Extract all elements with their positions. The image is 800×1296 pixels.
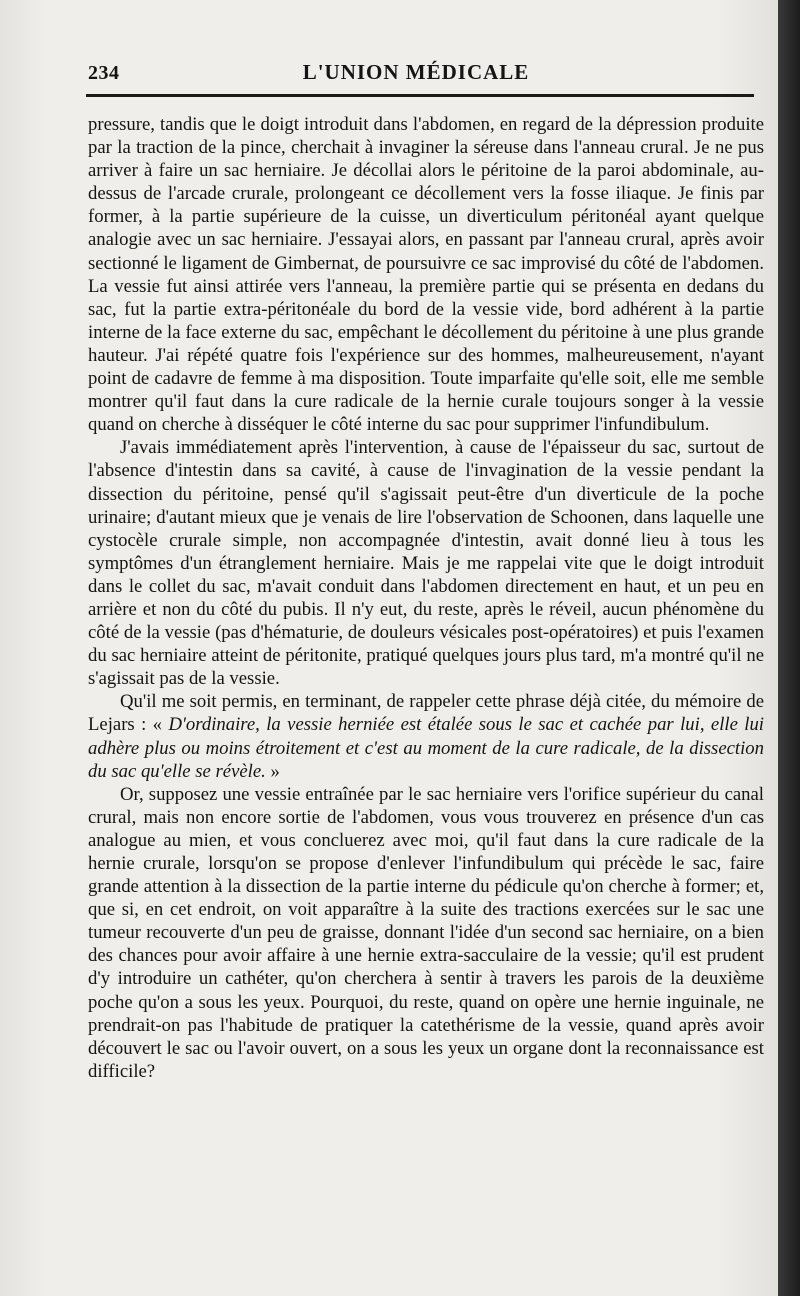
- quote-intro: Qu'il me soit permis, en terminant, de rappeler cette phrase déjà citée, du mémoire de Lejars : «: [88, 691, 764, 736]
- lejars-quote: D'ordinaire, la vessie herniée est étalée sous le sac et cachée par lui, elle lui adhère plus ou moins étroitement et c'est au moment de la cure radicale, de la dissection du sac qu'elle se révèle.: [88, 714, 764, 782]
- article-body: [88, 113, 764, 1083]
- paragraph-2: J'avais immédiatement après l'intervention, à cause de l'épaisseur du sac, surtout de l'absence d'intestin dans sa cavité, à cause de l'invagination de la vessie pendant la dissection du péritoine, pensé qu'il s'agissait peut-être d'un diverticule de la poche urinaire; d'autant mieux que je venais de lire l'observation de Schoonen, dans laquelle une cystocèle crurale simple, non accompagnée d'intestin, avait donné lieu à tous les symptômes d'un étranglement herniaire. Mais je me rappelai vite que le doigt introduit dans le collet du sac, m'avait conduit dans l'abdomen directement en haut, et un peu en arrière et non du côté du pubis. Il n'y eut, du reste, après le réveil, aucun phénomène du côté de la vessie (pas d'hématurie, de douleurs vésicales post-opératoires) et puis l'examen du sac herniaire atteint de péritonite, pratiqué quelques jours plus tard, m'a montré qu'il ne s'agissait pas de la vessie.: [88, 437, 764, 690]
- header-rule: [86, 94, 754, 97]
- paragraph-1: pressure, tandis que le doigt introduit dans l'abdomen, en regard de la dépression produite par la traction de la pince, cherchait à invaginer la séreuse dans l'anneau crural. Je ne pus arriver à faire un sac herniaire. Je décollai alors le péritoine de la paroi abdominale, au-dessus de l'arcade crurale, prolongeant ce décollement vers la fosse iliaque. Je finis par former, à la partie supérieure de la cuisse, un diverticulum péritonéal ayant quelque analogie avec un sac herniaire. J'essayai alors, en passant par l'anneau crural, après avoir sectionné le ligament de Gimbernat, de poursuivre ce sac improvisé du côté de l'abdomen. La vessie fut ainsi attirée vers l'anneau, la première partie qui se présenta en dedans du sac, fut la partie extra-péritonéale du bord de la vessie vide, bord adhérent à la partie interne de la face externe du sac, empêchant le décollement du péritoine à une plus grande hauteur. J'ai répété quatre fois l'expérience sur des hommes, malheureusement, n'ayant point de cadavre de femme à ma disposition. Toute imparfaite qu'elle soit, elle me semble montrer qu'il faut dans la cure radicale de la hernie curale toujours songer à la vessie quand on cherche à disséquer le côté interne du sac pour supprimer l'infundibulum.: [88, 114, 764, 436]
- page-header: [88, 58, 744, 86]
- paragraph-3-quote: [88, 690, 764, 782]
- running-head: L'UNION MÉDICALE: [302, 60, 530, 84]
- page-edge-shadow: [778, 0, 800, 1296]
- page-number: 234: [88, 62, 120, 84]
- quote-close: »: [265, 760, 280, 782]
- paragraph-4: Or, supposez une vessie entraînée par le sac herniaire vers l'orifice supérieur du canal crural, mais non encore sortie de l'abdomen, vous vous trouverez en présence d'un cas analogue au mien, et vous concluerez avec moi, qu'il faut dans la cure radicale de la hernie crurale, lorsqu'on se propose d'enlever l'infundibulum qui précède le sac, faire grande attention à la dissection de la partie interne du pédicule qu'on cherche à former; et, que si, en cet endroit, on voit apparaître à la suite des tractions exercées sur le sac une tumeur recouverte d'un peu de graisse, donnant l'idée d'un second sac herniaire, on a bien des chances pour avoir affaire à une hernie extra-sacculaire de la vessie; qu'il est prudent d'y introduire un cathéter, qu'on cherchera à sentir à travers les parois de la deuxième poche qu'on a sous les yeux. Pourquoi, du reste, quand on opère une hernie inguinale, ne prendrait-on pas l'habitude de pratiquer la catethérisme de la vessie, quand après avoir découvert le sac ou l'avoir ouvert, on a sous les yeux un organe dont la reconnaissance est difficile?: [88, 783, 764, 1082]
